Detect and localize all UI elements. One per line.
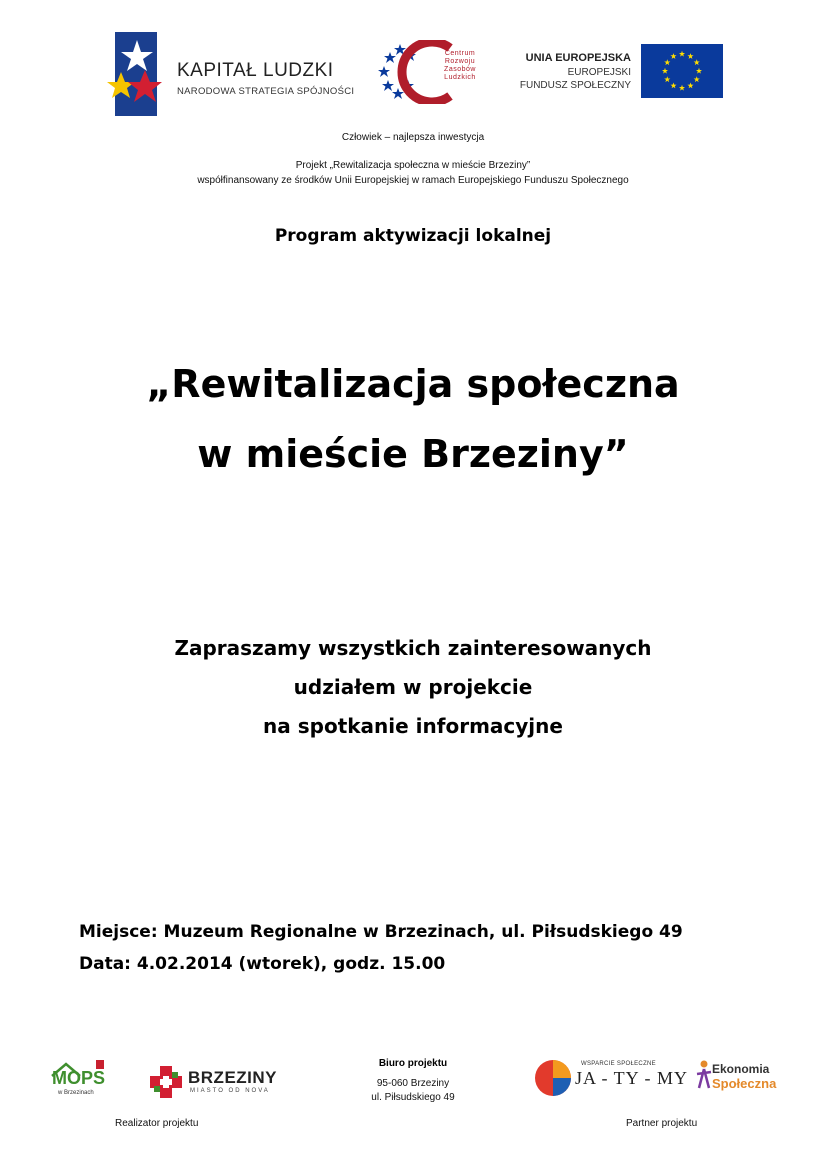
project-office-title: Biuro projektu <box>378 1058 448 1069</box>
project-office-address-line2: ul. Piłsudskiego 49 <box>371 1092 455 1103</box>
kapital-ludzki-subtitle: NARODOWA STRATEGIA SPÓJNOŚCI <box>177 86 355 97</box>
crzl-line: Ludzkich <box>444 74 476 81</box>
document-title-line2: w mieście Brzeziny” <box>197 432 629 476</box>
jatymy-top-text: WSPARCIE SPOŁECZNE <box>581 1061 656 1067</box>
crzl-logo <box>378 40 488 104</box>
brzeziny-subtitle: MIASTO OD NOVA <box>190 1088 270 1094</box>
ekonomia-line1: Ekonomia <box>712 1062 770 1076</box>
ekonomia-line2: Społeczna <box>712 1076 777 1091</box>
program-heading: Program aktywizacji lokalnej <box>274 226 552 246</box>
crzl-text <box>440 50 480 82</box>
jatymy-main-text: JA - TY - MY <box>575 1068 689 1088</box>
eu-logo <box>515 44 725 100</box>
ekonomia-spoleczna-logo <box>696 1056 782 1100</box>
kapital-ludzki-title: KAPITAŁ LUDZKI <box>177 60 334 81</box>
crzl-line: Rozwoju <box>444 58 476 65</box>
jatymy-logo <box>533 1056 689 1098</box>
invitation-line1: Zapraszamy wszystkich zainteresowanych <box>174 636 652 660</box>
document-title-line1: „Rewitalizacja społeczna <box>146 362 680 406</box>
brzeziny-title: BRZEZINY <box>188 1068 277 1087</box>
ekonomia-figure-icon <box>696 1060 712 1090</box>
crzl-line: Zasobów <box>444 66 476 73</box>
kapital-ludzki-logo <box>107 32 367 116</box>
invitation-line2: udziałem w projekcie <box>293 675 533 699</box>
jatymy-circle-icon <box>533 1058 573 1098</box>
meeting-date: Data: 4.02.2014 (wtorek), godz. 15.00 <box>79 954 446 974</box>
eu-line3: FUNDUSZ SPOŁECZNY <box>519 80 631 91</box>
kapital-ludzki-emblem-icon <box>107 32 169 116</box>
project-office-address-line1: 95-060 Brzeziny <box>376 1078 450 1089</box>
eu-line1: UNIA EUROPEJSKA <box>525 52 631 64</box>
mops-subtitle: w Brzezinach <box>58 1090 94 1096</box>
eu-flag-icon <box>641 44 723 98</box>
eu-line2: EUROPEJSKI <box>567 67 631 78</box>
project-line: Projekt „Rewitalizacja społeczna w mieście Brzeziny” <box>295 160 531 171</box>
invitation-line3: na spotkanie informacyjne <box>263 714 563 738</box>
mops-title: MOPS <box>52 1068 106 1088</box>
meeting-place: Miejsce: Muzeum Regionalne w Brzezinach, ul. Piłsudskiego 49 <box>79 922 683 942</box>
project-partner-label: Partner projektu <box>626 1118 698 1129</box>
project-cofinancing-line: współfinansowany ze środków Unii Europejskiej w ramach Europejskiego Funduszu Społecznego <box>197 175 629 186</box>
crzl-line: Centrum <box>444 50 476 57</box>
tagline: Człowiek – najlepsza inwestycja <box>341 132 485 143</box>
project-implementer-label: Realizator projektu <box>115 1118 199 1129</box>
